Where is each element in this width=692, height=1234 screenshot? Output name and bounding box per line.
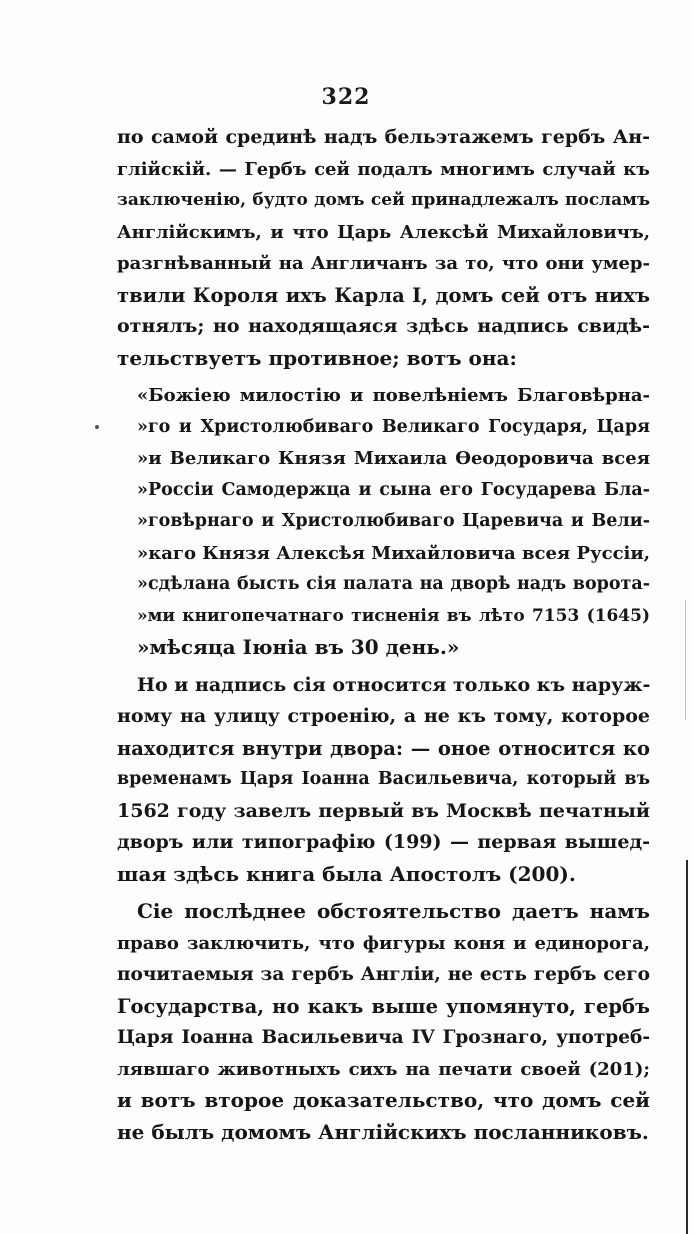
- quote-line: »Россіи Самодержца и сына его Государева Бла-: [137, 479, 650, 500]
- text-line: тельствуетъ противное; вотъ она:: [117, 345, 517, 370]
- quote-line: »мѣсяца Іюніа въ 30 день.»: [137, 635, 460, 659]
- text-line: Сіе послѣднее обстоятельство даетъ намъ: [137, 899, 650, 923]
- text-line: Но и надпись сія относится только къ наруж-: [137, 673, 651, 696]
- text-line: право заключить, что фигуры коня и единорога,: [117, 932, 650, 954]
- text-line: лявшаго животныхъ сихъ на печати своей (201);: [117, 1058, 650, 1080]
- quote-line: «Божіею милостію и повелѣніемъ Благовѣрна-: [137, 385, 650, 406]
- page-edge-shadow: [685, 600, 686, 720]
- page-number: 322: [321, 84, 371, 110]
- text-line: отнялъ; но находящаяся здѣсь надпись свидѣ-: [117, 315, 650, 337]
- quote-line: »сдѣлана бысть сія палата на дворѣ надъ ворота-: [137, 574, 650, 594]
- page-edge: [686, 860, 688, 1234]
- ink-speck: [95, 425, 99, 429]
- text-line: Англійскимъ, и что Царь Алексѣй Михайловичъ,: [117, 221, 650, 243]
- text-line: Царя Іоанна Васильевича IV Грознаго, употреб-: [117, 1027, 650, 1048]
- body-text: [117, 122, 650, 1148]
- text-line: и вотъ второе доказательство, что домъ сей: [117, 1088, 650, 1112]
- text-line: Государства, но какъ выше упомянуто, гербъ: [117, 994, 650, 1018]
- quote-line: »говѣрнаго и Христолюбиваго Царевича и Вели-: [137, 511, 650, 531]
- quote-line: »каго Князя Алексѣя Михайловича всея Руссіи,: [137, 542, 650, 564]
- text-line: шая здѣсь книга была Апостолъ (200).: [117, 861, 576, 886]
- text-line: 1562 году завелъ первый въ Москвѣ печатный: [117, 799, 650, 822]
- text-line: ному на улицу строенію, а не къ тому, которое: [117, 705, 650, 727]
- text-line: заключенію, будто домъ сей принадлежалъ посламъ: [117, 190, 650, 210]
- text-line: временамъ Царя Іоанна Васильевича, который въ: [117, 769, 650, 789]
- text-line: находится внутри двора: — оное относится ко: [117, 736, 650, 760]
- text-line: глійскій. — Гербъ сей подалъ многимъ случай къ: [117, 158, 650, 180]
- text-line: твили Короля ихъ Карла I, домъ сей отъ нихъ: [117, 283, 650, 307]
- text-line: почитаемыя за гербъ Англіи, не есть гербъ сего: [117, 964, 650, 985]
- text-line: по самой срединѣ надъ бельэтажемъ гербъ Ан-: [117, 126, 650, 148]
- quote-line: »и Великаго Князя Михаила Ѳеодоровича всея: [137, 448, 650, 469]
- quote-line: »го и Христолюбиваго Великаго Государя, Царя: [137, 416, 650, 437]
- text-line: не былъ домомъ Англійскихъ посланниковъ.: [117, 1119, 649, 1144]
- quote-line: »ми книгопечатнаго тисненія въ лѣто 7153 (1645): [137, 605, 650, 626]
- text-line: разгнѣванный на Англичанъ за то, что они умер-: [117, 253, 650, 274]
- text-line: дворъ или типографію (199) — первая вышед-: [117, 831, 650, 853]
